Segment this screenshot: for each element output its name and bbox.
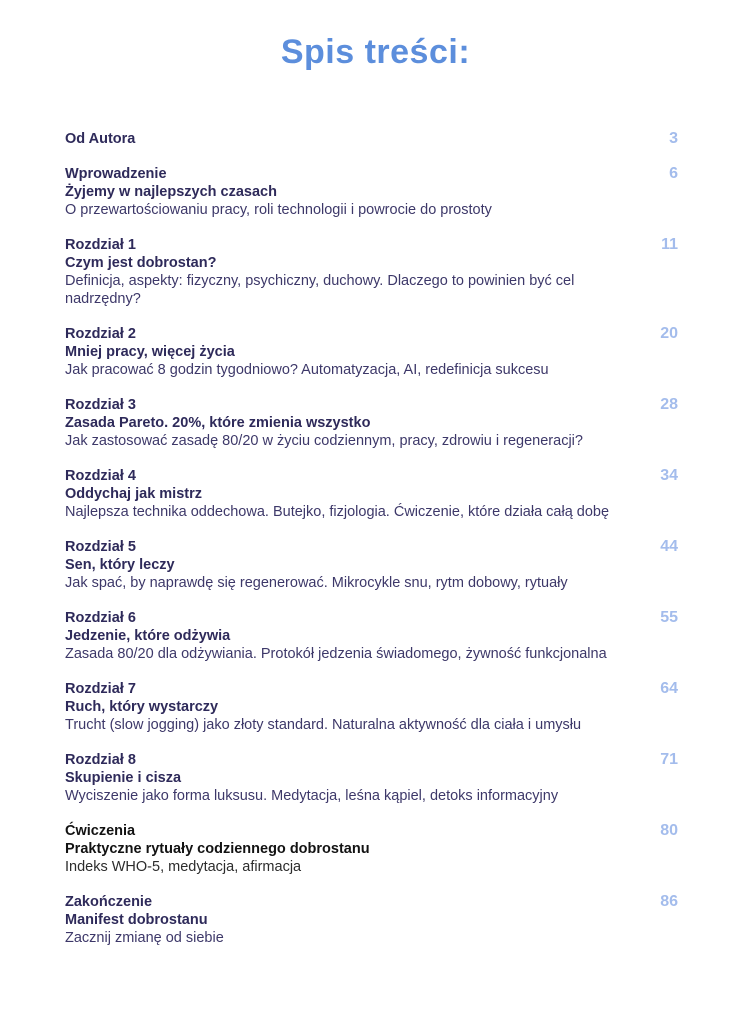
- entry-text: [65, 609, 650, 663]
- entry-text: [65, 893, 650, 947]
- entry-description: Trucht (slow jogging) jako złoty standard. Naturalna aktywność dla ciała i umysłu: [65, 717, 582, 733]
- toc-entry-rozdzial-3: [65, 396, 678, 450]
- entry-title: Rozdział 6: [65, 610, 136, 626]
- entry-subtitle: Oddychaj jak mistrz: [65, 486, 202, 502]
- entry-page-number: 86: [660, 893, 678, 910]
- entry-subtitle: Skupienie i cisza: [65, 770, 182, 786]
- entry-text: [65, 538, 650, 592]
- entry-title: Rozdział 4: [65, 468, 136, 484]
- entry-description: Definicja, aspekty: fizyczny, psychiczny, duchowy. Dlaczego to powinien być cel nadrzędny?: [65, 273, 575, 307]
- toc-entry-od-autora: [65, 130, 678, 148]
- entry-description: Indeks WHO-5, medytacja, afirmacja: [65, 859, 302, 875]
- entry-title: Rozdział 2: [65, 326, 136, 342]
- toc-entry-cwiczenia: [65, 822, 678, 876]
- entry-subtitle: Zasada Pareto. 20%, które zmienia wszystko: [65, 415, 371, 431]
- entry-page-number: 80: [660, 822, 678, 839]
- entry-text: [65, 467, 650, 521]
- entry-description: Najlepsza technika oddechowa. Butejko, fizjologia. Ćwiczenie, które działa całą dobę: [65, 504, 610, 520]
- entry-page-number: 6: [669, 165, 678, 182]
- toc-entry-rozdzial-5: [65, 538, 678, 592]
- entry-text: [65, 236, 650, 308]
- entry-page-number: 11: [661, 236, 678, 253]
- entry-description: Jak zastosować zasadę 80/20 w życiu codziennym, pracy, zdrowiu i regeneracji?: [65, 433, 583, 449]
- entry-description: Jak spać, by naprawdę się regenerować. Mikrocykle snu, rytm dobowy, rytuały: [65, 575, 568, 591]
- entry-title: Zakończenie: [65, 894, 153, 910]
- entry-text: [65, 325, 650, 379]
- entry-page-number: 71: [660, 751, 678, 768]
- entry-page-number: 3: [669, 130, 678, 147]
- entry-description: Jak pracować 8 godzin tygodniowo? Automatyzacja, AI, redefinicja sukcesu: [65, 362, 549, 378]
- entry-text: [65, 822, 650, 876]
- toc-list: [65, 130, 678, 947]
- entry-subtitle: Praktyczne rytuały codziennego dobrostanu: [65, 841, 370, 857]
- entry-subtitle: Czym jest dobrostan?: [65, 255, 217, 271]
- page-title: Spis treści:: [280, 33, 471, 71]
- toc-entry-zakonczenie: [65, 893, 678, 947]
- toc-entry-rozdzial-1: [65, 236, 678, 308]
- entry-description: Zasada 80/20 dla odżywiania. Protokół jedzenia świadomego, żywność funkcjonalna: [65, 646, 607, 662]
- entry-title: Rozdział 1: [65, 237, 136, 253]
- entry-page-number: 28: [660, 396, 678, 413]
- entry-title: Ćwiczenia: [65, 823, 136, 839]
- entry-subtitle: Manifest dobrostanu: [65, 912, 208, 928]
- entry-page-number: 44: [660, 538, 678, 555]
- entry-text: [65, 165, 650, 219]
- toc-entry-rozdzial-2: [65, 325, 678, 379]
- entry-subtitle: Żyjemy w najlepszych czasach: [65, 184, 277, 200]
- entry-text: [65, 680, 650, 734]
- toc-entry-rozdzial-7: [65, 680, 678, 734]
- entry-text: [65, 751, 650, 805]
- entry-description: O przewartościowaniu pracy, roli technologii i powrocie do prostoty: [65, 202, 492, 218]
- entry-description: Zacznij zmianę od siebie: [65, 930, 224, 946]
- toc-entry-wprowadzenie: [65, 165, 678, 219]
- toc-entry-rozdzial-6: [65, 609, 678, 663]
- toc-entry-rozdzial-4: [65, 467, 678, 521]
- entry-title: Rozdział 7: [65, 681, 136, 697]
- entry-subtitle: Sen, który leczy: [65, 557, 175, 573]
- entry-page-number: 20: [660, 325, 678, 342]
- entry-subtitle: Ruch, który wystarczy: [65, 699, 219, 715]
- entry-text: [65, 396, 650, 450]
- entry-page-number: 55: [660, 609, 678, 626]
- entry-description: Wyciszenie jako forma luksusu. Medytacja, leśna kąpiel, detoks informacyjny: [65, 788, 559, 804]
- entry-title: Rozdział 8: [65, 752, 136, 768]
- entry-page-number: 64: [660, 680, 678, 697]
- entry-title: Wprowadzenie: [65, 166, 167, 182]
- entry-subtitle: Jedzenie, które odżywia: [65, 628, 231, 644]
- entry-title: Rozdział 3: [65, 397, 136, 413]
- entry-subtitle: Mniej pracy, więcej życia: [65, 344, 235, 360]
- entry-text: [65, 130, 650, 148]
- entry-title: Rozdział 5: [65, 539, 136, 555]
- entry-title: Od Autora: [65, 131, 136, 147]
- toc-entry-rozdzial-8: [65, 751, 678, 805]
- entry-page-number: 34: [660, 467, 678, 484]
